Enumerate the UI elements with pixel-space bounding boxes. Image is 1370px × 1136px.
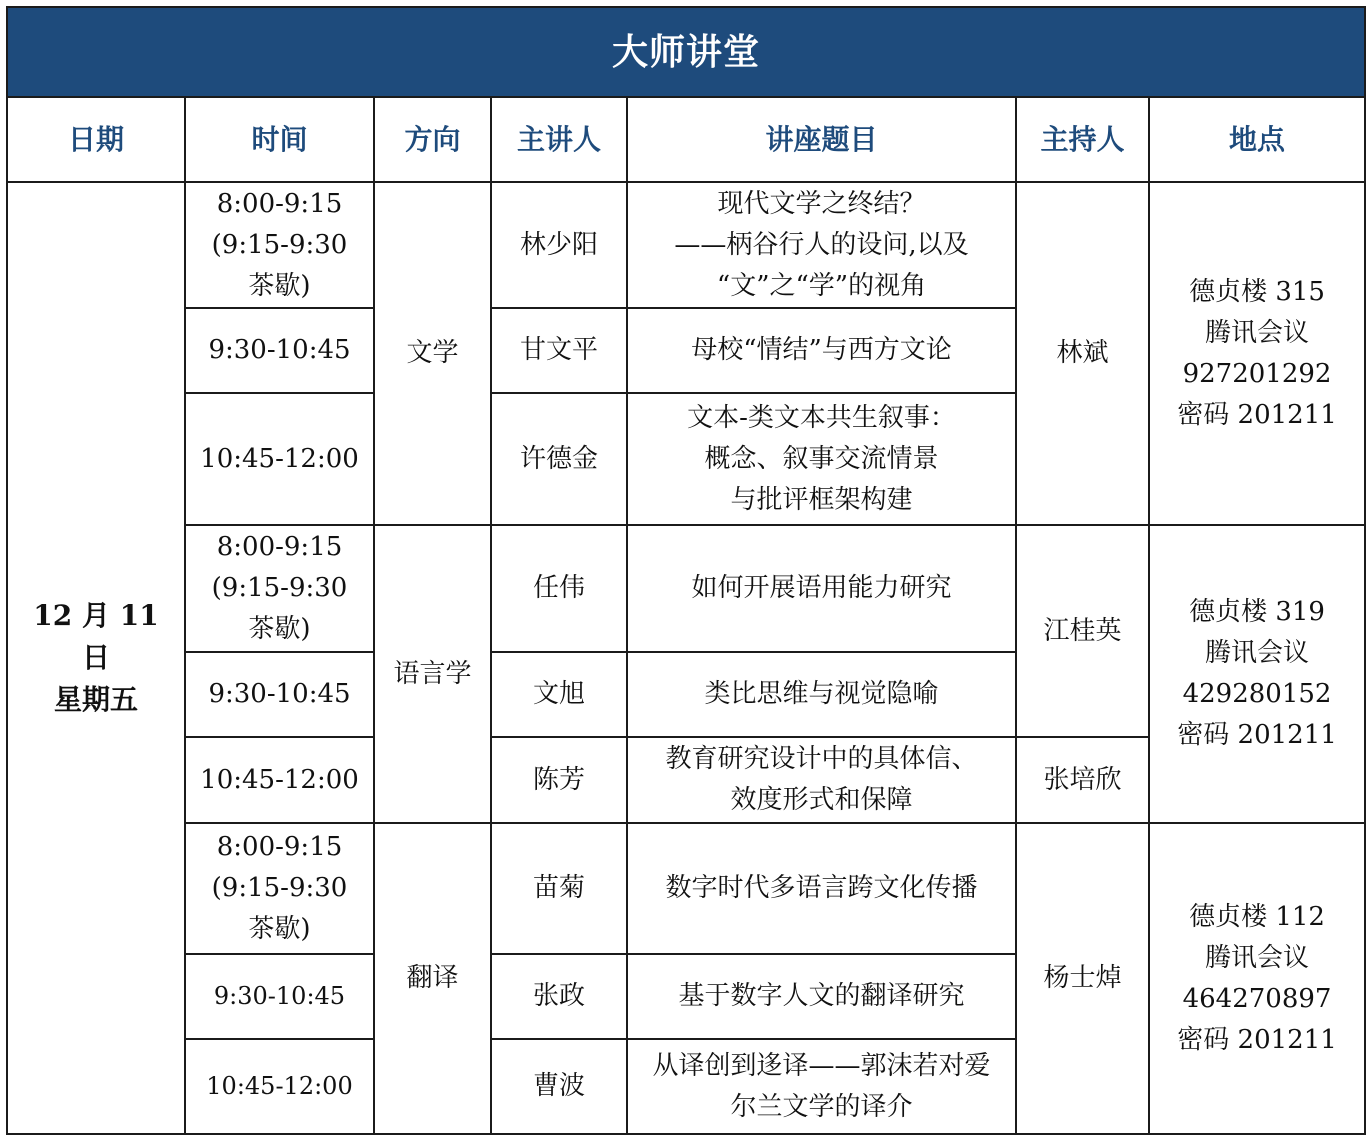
host-cell: 江桂英: [1016, 525, 1149, 737]
speaker-cell: 林少阳: [491, 182, 627, 308]
topic-line: 效度形式和保障: [730, 785, 913, 815]
header-date: 日期: [7, 97, 185, 182]
time-cell: 10:45-12:00: [185, 1039, 374, 1134]
topic-line: “文”之“学”的视角: [716, 270, 927, 301]
topic-line: 概念、叙事交流情景: [704, 443, 939, 474]
speaker-cell: 曹波: [491, 1039, 627, 1134]
time-cell: 9:30-10:45: [185, 308, 374, 393]
time-cell: 10:45-12:00: [185, 393, 374, 525]
topic-cell: 数字时代多语言跨文化传播: [627, 823, 1016, 954]
host-cell: 杨士焯: [1016, 823, 1149, 1134]
date-line: 日: [81, 641, 110, 674]
speaker-cell: 甘文平: [491, 308, 627, 393]
page-title: 大师讲堂: [7, 7, 1365, 97]
time-line: (9:15-9:30: [211, 873, 348, 903]
topic-cell: [627, 182, 1016, 308]
topic-line: 从译创到迻译——郭沫若对爱: [652, 1050, 991, 1081]
topic-cell: 基于数字人文的翻译研究: [627, 954, 1016, 1039]
topic-cell: 类比思维与视觉隐喻: [627, 652, 1016, 737]
location-cell: [1149, 823, 1365, 1134]
location-line: 429280152: [1182, 679, 1332, 709]
direction-cell: 翻译: [374, 823, 491, 1134]
header-speaker: 主讲人: [491, 97, 627, 182]
time-line: 8:00-9:15: [216, 832, 343, 862]
header-row: [7, 97, 1365, 182]
header-location: 地点: [1149, 97, 1365, 182]
location-line: 927201292: [1182, 358, 1332, 389]
location-line: 464270897: [1182, 983, 1332, 1014]
location-line: 密码 201211: [1177, 399, 1337, 430]
location-line: 德贞楼 112: [1189, 901, 1325, 932]
location-line: 腾讯会议: [1205, 942, 1310, 973]
date-line: 星期五: [53, 683, 138, 716]
direction-cell: 文学: [374, 182, 491, 525]
time-line: 8:00-9:15: [216, 532, 343, 562]
topic-cell: 如何开展语用能力研究: [627, 525, 1016, 652]
speaker-cell: 苗菊: [491, 823, 627, 954]
time-line: 茶歇): [248, 270, 311, 301]
topic-cell: [627, 393, 1016, 525]
topic-line: 教育研究设计中的具体信、: [665, 744, 978, 774]
time-cell: [185, 182, 374, 308]
speaker-cell: 文旭: [491, 652, 627, 737]
topic-cell: 母校“情结”与西方文论: [627, 308, 1016, 393]
time-cell: [185, 525, 374, 652]
session-row: [7, 525, 1365, 652]
session-row: [7, 182, 1365, 308]
header-host: 主持人: [1016, 97, 1149, 182]
session-row: [7, 823, 1365, 954]
speaker-cell: 张政: [491, 954, 627, 1039]
header-direction: 方向: [374, 97, 491, 182]
location-cell: [1149, 182, 1365, 525]
host-cell: 张培欣: [1016, 737, 1149, 823]
location-line: 腾讯会议: [1205, 638, 1310, 668]
schedule-table: [6, 6, 1366, 1135]
host-cell: 林斌: [1016, 182, 1149, 525]
location-cell: [1149, 525, 1365, 823]
date-cell: [7, 182, 185, 1134]
speaker-cell: 陈芳: [491, 737, 627, 823]
time-line: 茶歇): [248, 914, 311, 944]
speaker-cell: 任伟: [491, 525, 627, 652]
topic-cell: [627, 1039, 1016, 1134]
topic-line: 现代文学之终结？: [717, 188, 926, 219]
date-line: 12 月 11: [33, 599, 159, 632]
location-line: 德贞楼 315: [1189, 276, 1325, 307]
topic-line: 与批评框架构建: [730, 484, 913, 515]
time-line: 茶歇): [248, 614, 311, 644]
topic-line: 尔兰文学的译介: [730, 1091, 913, 1122]
header-topic: 讲座题目: [627, 97, 1016, 182]
topic-cell: [627, 737, 1016, 823]
time-line: (9:15-9:30: [211, 229, 348, 260]
time-cell: [185, 823, 374, 954]
speaker-cell: 许德金: [491, 393, 627, 525]
header-time: 时间: [185, 97, 374, 182]
time-cell: 9:30-10:45: [185, 652, 374, 737]
time-cell: 9:30-10:45: [185, 954, 374, 1039]
location-line: 密码 201211: [1177, 1024, 1337, 1055]
location-line: 密码 201211: [1177, 720, 1337, 750]
topic-line: ——柄谷行人的设问,以及: [674, 229, 969, 260]
location-line: 德贞楼 319: [1189, 597, 1325, 627]
direction-cell: 语言学: [374, 525, 491, 823]
time-cell: 10:45-12:00: [185, 737, 374, 823]
time-line: (9:15-9:30: [211, 573, 348, 603]
topic-line: 文本-类文本共生叙事：: [687, 402, 956, 433]
time-line: 8:00-9:15: [216, 188, 343, 219]
location-line: 腾讯会议: [1205, 317, 1310, 348]
